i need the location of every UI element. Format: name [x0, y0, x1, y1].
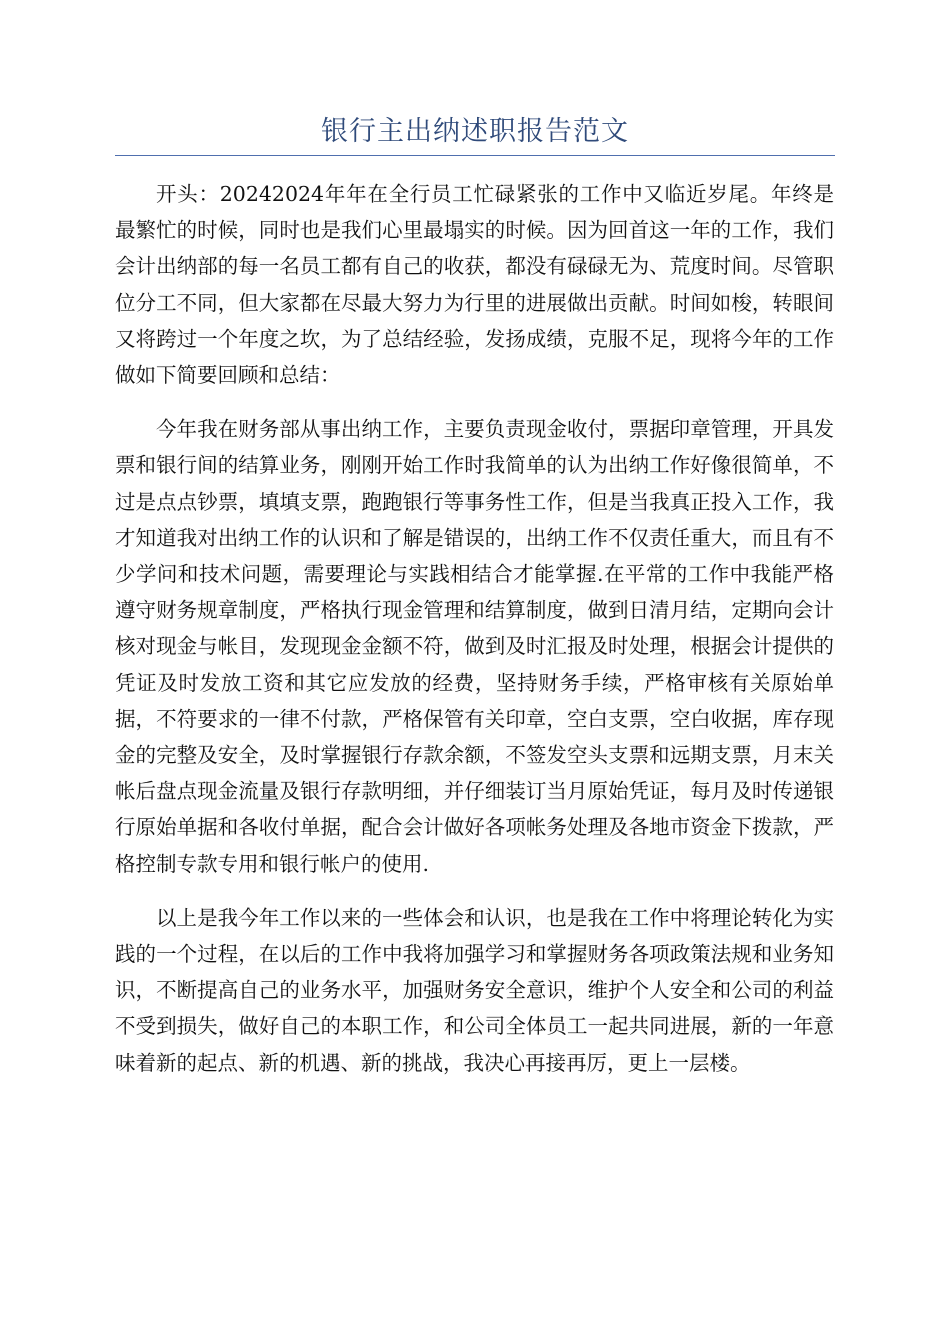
paragraph-conclusion: 以上是我今年工作以来的一些体会和认识，也是我在工作中将理论转化为实践的一个过程，在以后的工作中我将加强学习和掌握财务各项政策法规和业务知识，不断提高自己的业务水平，加强财务安全意识，维护个人安全和公司的利益不受到损失，做好自己的本职工作，和公司全体员工一起共同进展，新的一年意味着新的起点、新的机遇、新的挑战，我决心再接再厉，更上一层楼。	[115, 905, 834, 1075]
paragraph-opening: 开头：20242024年年在全行员工忙碌紧张的工作中又临近岁尾。年终是最繁忙的时候，同时也是我们心里最塌实的时候。因为回首这一年的工作，我们会计出纳部的每一名员工都有自己的收获，都没有碌碌无为、荒度时间。尽管职位分工不同，但大家都在尽最大努力为行里的进展做出贡献。时间如梭，转眼间又将跨过一个年度之坎，为了总结经验，发扬成绩，克服不足，现将今年的工作做如下简要回顾和总结：	[115, 182, 834, 388]
title-underline	[115, 155, 835, 156]
document-title: 银行主出纳述职报告范文	[321, 116, 629, 147]
paragraph-duties: 今年我在财务部从事出纳工作，主要负责现金收付，票据印章管理，开具发票和银行间的结算业务，刚刚开始工作时我简单的认为出纳工作好像很简单，不过是点点钞票，填填支票，跑跑银行等事务性工作，但是当我真正投入工作，我才知道我对出纳工作的认识和了解是错误的，出纳工作不仅责任重大，而且有不少学问和技术问题，需要理论与实践相结合才能掌握.在平常的工作中我能严格遵守财务规章制度，严格执行现金管理和结算制度，做到日清月结，定期向会计核对现金与帐目，发现现金金额不符，做到及时汇报及时处理，根据会计提供的凭证及时发放工资和其它应发放的经费，坚持财务手续，严格审核有关原始单据，不符要求的一律不付款，严格保管有关印章，空白支票，空白收据，库存现金的完整及安全，及时掌握银行存款余额，不签发空头支票和远期支票，月末关帐后盘点现金流量及银行存款明细，并仔细装订当月原始凭证，每月及时传递银行原始单据和各收付单据，配合会计做好各项帐务处理及各地市资金下拨款，严格控制专款专用和银行帐户的使用.	[115, 417, 834, 876]
document-body	[115, 176, 834, 1099]
